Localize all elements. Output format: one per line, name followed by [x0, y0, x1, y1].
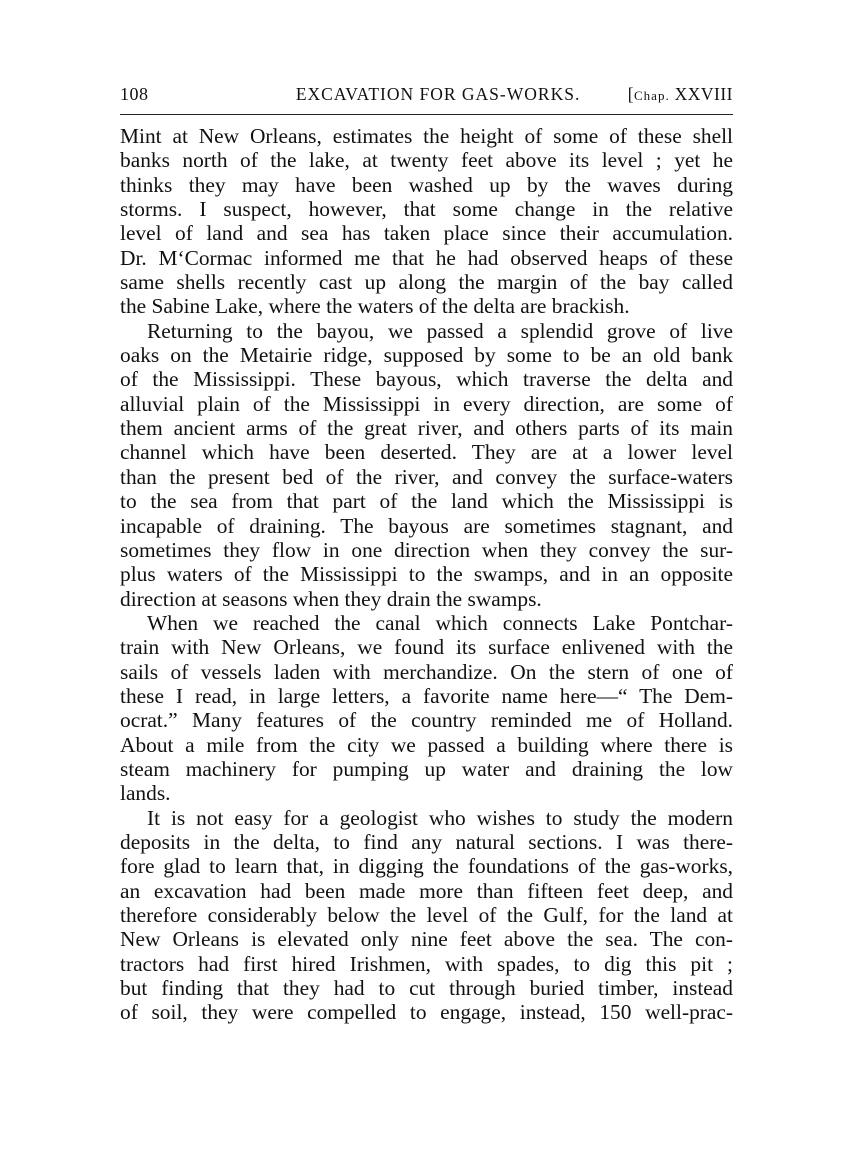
- text-line: channel which have been deserted. They are at a lower level: [120, 440, 733, 465]
- text-line: About a mile from the city we passed a building where there is: [120, 732, 733, 757]
- page-number: 108: [120, 84, 149, 104]
- text-line: an excavation had been made more than fifteen feet deep, and: [120, 878, 733, 903]
- text-line: level of land and sea has taken place since their accumulation.: [120, 221, 733, 246]
- chapter-reference: [628, 82, 733, 108]
- book-page: [120, 82, 733, 1025]
- text-line: steam machinery for pumping up water and draining the low: [120, 756, 733, 781]
- text-line: Dr. M‘Cormac informed me that he had observed heaps of these: [120, 245, 733, 270]
- text-line: banks north of the lake, at twenty feet above its level ; yet he: [120, 148, 733, 173]
- text-line: than the present bed of the river, and convey the surface-waters: [120, 464, 733, 489]
- text-line: thinks they may have been washed up by the waves during: [120, 172, 733, 197]
- chapter-number: XXVIII: [669, 84, 733, 104]
- text-line: them ancient arms of the great river, and others parts of its main: [120, 416, 733, 441]
- text-line: of soil, they were compelled to engage, instead, 150 well-prac-: [120, 1000, 733, 1025]
- paragraph: [120, 806, 733, 1025]
- text-line: fore glad to learn that, in digging the foundations of the gas-works,: [120, 854, 733, 879]
- text-line: therefore considerably below the level of the Gulf, for the land at: [120, 903, 733, 927]
- text-line: the Sabine Lake, where the waters of the delta are brackish.: [120, 294, 630, 319]
- text-line: but finding that they had to cut through buried timber, instead: [120, 976, 733, 1001]
- body-text: [120, 124, 733, 1025]
- paragraph: [120, 124, 733, 319]
- text-line: tractors had first hired Irishmen, with spades, to dig this pit ;: [120, 951, 733, 976]
- text-line: of the Mississippi. These bayous, which traverse the delta and: [120, 367, 733, 392]
- text-line: train with New Orleans, we found its surface enlivened with the: [120, 635, 733, 660]
- chapter-word: Chap.: [634, 88, 670, 103]
- header-rule: [120, 114, 733, 115]
- chapter-bracket: [: [627, 84, 635, 104]
- paragraph: [120, 319, 733, 611]
- text-line: alluvial plain of the Mississippi in every direction, are some of: [120, 391, 733, 416]
- running-title: EXCAVATION FOR GAS-WORKS.: [295, 84, 581, 104]
- text-line: New Orleans is elevated only nine feet above the sea. The con-: [120, 927, 733, 952]
- text-line: sails of vessels laden with merchandize. On the stern of one of: [120, 659, 733, 684]
- text-line: deposits in the delta, to find any natural sections. I was there-: [120, 829, 733, 854]
- text-line: Mint at New Orleans, estimates the height of some of these shell: [120, 124, 733, 148]
- text-line: lands.: [120, 781, 171, 806]
- text-line: to the sea from that part of the land which the Mississippi is: [120, 489, 733, 514]
- text-line: storms. I suspect, however, that some change in the relative: [120, 197, 733, 222]
- text-line: direction at seasons when they drain the swamps.: [120, 586, 542, 611]
- text-line: It is not easy for a geologist who wishes to study the modern: [147, 805, 733, 830]
- text-line: Returning to the bayou, we passed a splendid grove of live: [147, 318, 733, 343]
- running-head: [120, 82, 733, 106]
- text-line: When we reached the canal which connects Lake Pontchar-: [147, 610, 733, 635]
- text-line: incapable of draining. The bayous are sometimes stagnant, and: [120, 513, 733, 538]
- text-line: same shells recently cast up along the margin of the bay called: [120, 270, 733, 295]
- text-line: ocrat.” Many features of the country reminded me of Holland.: [120, 708, 733, 733]
- text-line: oaks on the Metairie ridge, supposed by some to be an old bank: [120, 343, 733, 368]
- text-line: plus waters of the Mississippi to the swamps, and in an opposite: [120, 562, 733, 587]
- text-line: these I read, in large letters, a favorite name here—“ The Dem-: [120, 683, 733, 708]
- text-line: sometimes they flow in one direction when they convey the sur-: [120, 537, 733, 562]
- paragraph: [120, 611, 733, 806]
